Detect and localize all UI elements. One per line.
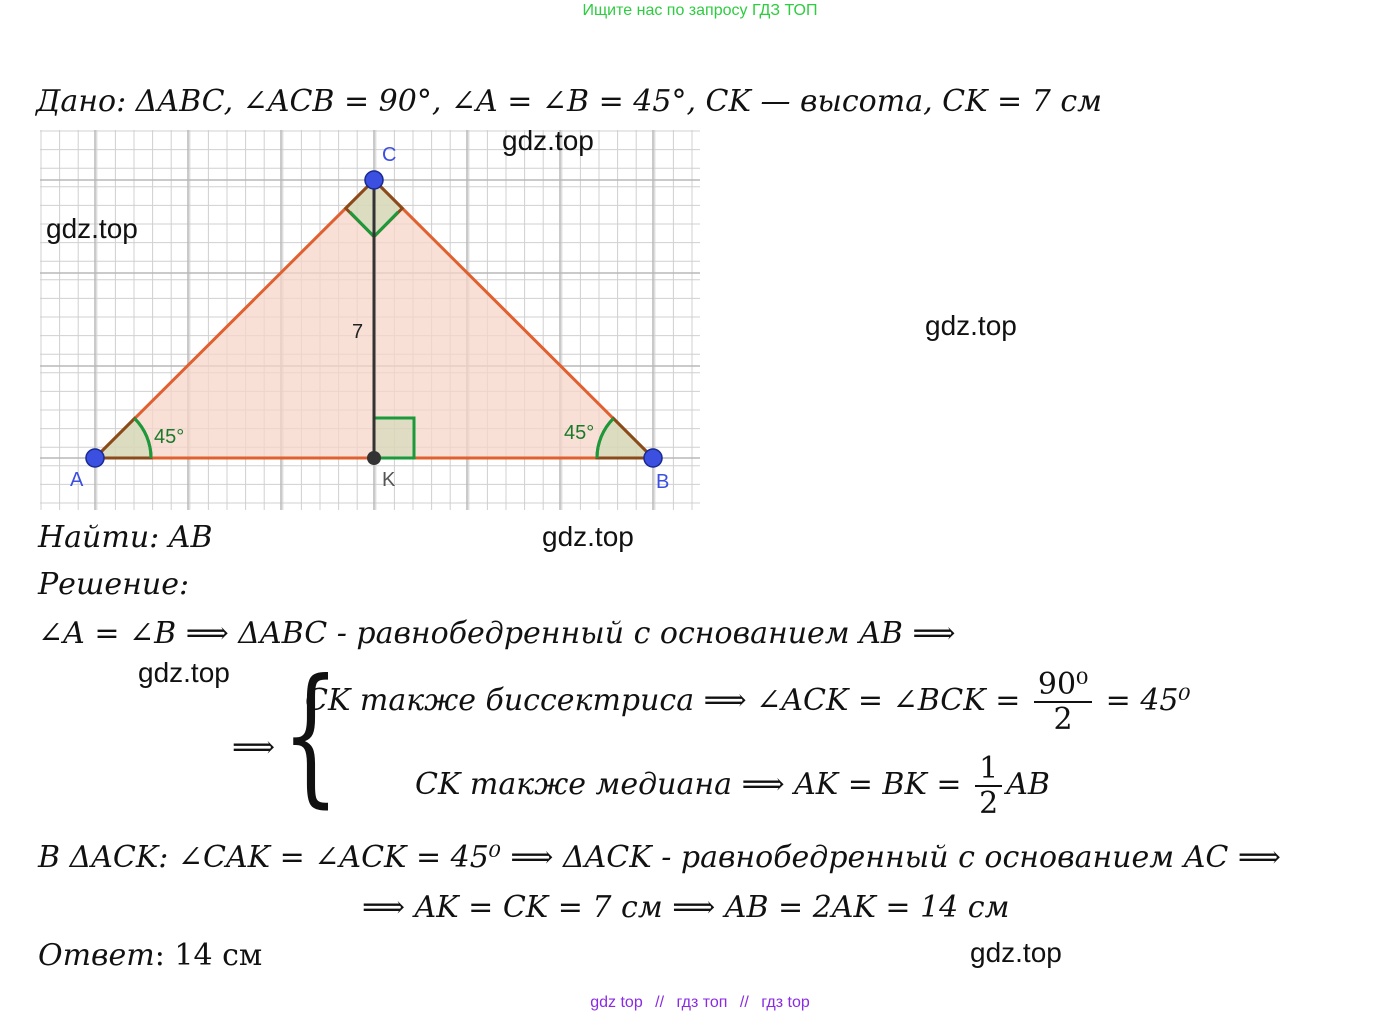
point-a[interactable] (86, 449, 104, 467)
triangle-figure (40, 130, 700, 510)
point-k[interactable] (367, 451, 381, 465)
fraction-1-over-2 (975, 752, 1002, 820)
top-banner[interactable]: Ищите нас по запросу ГДЗ ТОП (582, 2, 818, 19)
angle-b-label: 45° (564, 422, 595, 444)
point-c[interactable] (365, 171, 383, 189)
watermark-5: gdz.top (138, 657, 230, 688)
system-line-1-tail: = 45⁰ (1105, 683, 1191, 718)
find-label: Найти (38, 520, 150, 555)
solution-label: Решение: (38, 567, 190, 602)
footer-link-3[interactable]: гдз top (761, 994, 810, 1011)
angle-a-label: 45° (154, 426, 185, 448)
system-brace: { (282, 648, 340, 822)
system-line-1 (305, 668, 1191, 736)
system-line-1-text: CK также биссектриса ⟹ ∠ACK = ∠BCK = (305, 683, 1021, 718)
fraction-2-denominator: 2 (979, 786, 999, 821)
given-text: : ΔABC, ∠ACB = 90°, ∠A = ∠B = 45°, CK — высота, CK = 7 см (116, 84, 1103, 119)
given-line (36, 84, 1102, 119)
find-line (38, 520, 213, 555)
vertex-b-label: B (656, 471, 670, 493)
watermark-1: gdz.top (502, 125, 594, 156)
answer-line (38, 938, 262, 973)
find-text: : AB (149, 520, 213, 555)
watermark-2: gdz.top (46, 213, 138, 244)
footer-link-1[interactable]: gdz top (590, 994, 643, 1011)
watermark-4: gdz.top (542, 521, 634, 552)
solution-line-1: ∠A = ∠B ⟹ ΔABC - равнобедренный с основанием AB ⟹ (38, 616, 956, 651)
solution-label-text: Решение (38, 567, 179, 602)
vertex-a-label: A (70, 469, 84, 491)
point-b[interactable] (644, 449, 662, 467)
height-label: 7 (352, 321, 364, 343)
system-line-2-tail: AB (1006, 767, 1050, 802)
vertex-c-label: C (382, 144, 397, 166)
vertex-k-label: K (382, 469, 396, 491)
solution-line-3: В ΔACK: ∠CAK = ∠ACK = 45⁰ ⟹ ΔACK - равнобедренный с основанием AC ⟹ (38, 840, 1281, 875)
answer-text: : 14 см (154, 938, 263, 973)
fraction-1-denominator: 2 (1053, 702, 1073, 737)
footer-separator-1: // (655, 994, 665, 1011)
system-implies: ⟹ (232, 730, 276, 765)
given-label: Дано (36, 84, 117, 119)
footer-links (0, 994, 1400, 1012)
fraction-2-numerator: 1 (975, 752, 1002, 787)
footer-separator-2: // (739, 994, 749, 1011)
fraction-1-numerator: 90⁰ (1034, 668, 1092, 703)
footer-link-2[interactable]: гдз топ (676, 994, 728, 1011)
system-line-2-text: CK также медиана ⟹ AK = BK = (415, 767, 962, 802)
fraction-90-over-2 (1034, 668, 1092, 736)
watermark-3: gdz.top (925, 310, 1017, 341)
solution-line-4: ⟹ AK = CK = 7 см ⟹ AB = 2AK = 14 см (362, 890, 1010, 925)
angle-k-right-mark (374, 418, 414, 458)
answer-label: Ответ (38, 938, 155, 973)
watermark-6: gdz.top (970, 937, 1062, 968)
system-line-2 (415, 752, 1050, 820)
